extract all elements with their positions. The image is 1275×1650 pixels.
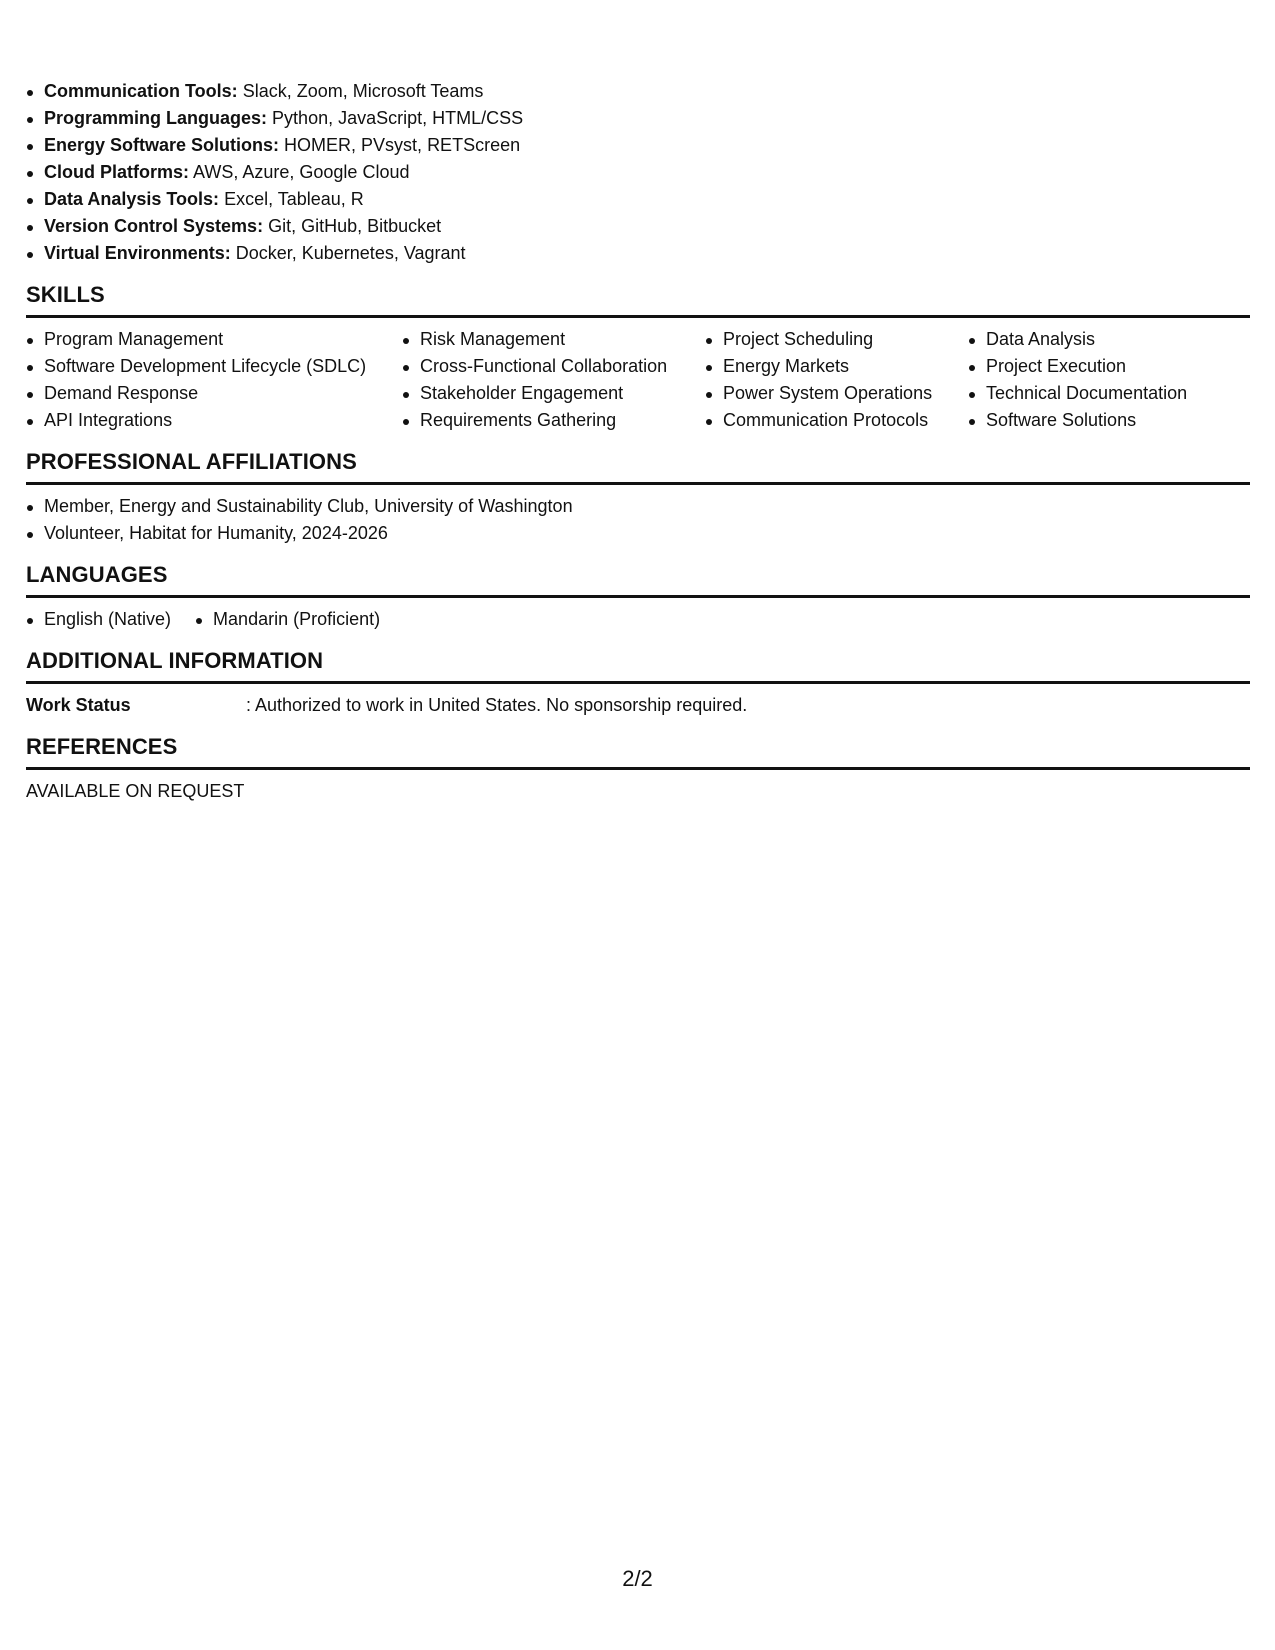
tech-value: Excel, Tableau, R — [224, 189, 364, 209]
tech-label: Communication Tools: — [44, 81, 238, 101]
list-item — [26, 105, 1250, 132]
skills-column — [705, 326, 968, 434]
tech-label: Data Analysis Tools: — [44, 189, 220, 209]
references-text: AVAILABLE ON REQUEST — [26, 781, 245, 801]
list-item: Member, Energy and Sustainability Club, University of Washington — [26, 493, 1250, 520]
languages-list — [26, 606, 1250, 633]
additional-info-section — [26, 684, 1250, 719]
tech-value: Slack, Zoom, Microsoft Teams — [242, 81, 484, 101]
tech-label: Cloud Platforms: — [44, 162, 190, 182]
skills-column — [402, 326, 705, 434]
skills-grid — [26, 318, 1250, 434]
list-item: Volunteer, Habitat for Humanity, 2024-2026 — [26, 520, 1250, 547]
list-item: Data Analysis — [968, 326, 1248, 353]
list-item: Power System Operations — [705, 380, 968, 407]
tech-label: Energy Software Solutions: — [44, 135, 280, 155]
list-item: Demand Response — [26, 380, 402, 407]
list-item: English (Native) — [26, 606, 171, 633]
list-item: Risk Management — [402, 326, 705, 353]
tech-label: Programming Languages: — [44, 108, 268, 128]
list-item: Communication Protocols — [705, 407, 968, 434]
tech-value: AWS, Azure, Google Cloud — [193, 162, 410, 182]
skills-column — [26, 326, 402, 434]
tech-value: Git, GitHub, Bitbucket — [268, 216, 442, 236]
list-item: Project Scheduling — [705, 326, 968, 353]
references-section — [26, 770, 1250, 805]
page-number: 2/2 — [622, 1566, 653, 1591]
list-item — [26, 213, 1250, 240]
list-item — [26, 159, 1250, 186]
list-item: Technical Documentation — [968, 380, 1248, 407]
languages-section — [26, 598, 1250, 633]
list-item: Project Execution — [968, 353, 1248, 380]
affiliations-heading: PROFESSIONAL AFFILIATIONS — [26, 434, 1250, 485]
tech-label: Version Control Systems: — [44, 216, 264, 236]
affiliations-list — [26, 493, 1250, 547]
list-item: Stakeholder Engagement — [402, 380, 705, 407]
list-item: Energy Markets — [705, 353, 968, 380]
skills-column — [968, 326, 1248, 434]
list-item — [26, 78, 1250, 105]
work-status-value: : Authorized to work in United States. No sponsorship required. — [246, 695, 748, 715]
list-item: Requirements Gathering — [402, 407, 705, 434]
list-item: Software Solutions — [968, 407, 1248, 434]
work-status-label: Work Status — [26, 695, 131, 715]
languages-heading: LANGUAGES — [26, 547, 1250, 598]
list-item: Program Management — [26, 326, 402, 353]
technical-skills-list — [26, 78, 1250, 267]
tech-label: Virtual Environments: — [44, 243, 231, 263]
additional-info-heading: ADDITIONAL INFORMATION — [26, 633, 1250, 684]
list-item: Mandarin (Proficient) — [195, 606, 380, 633]
list-item — [26, 132, 1250, 159]
list-item — [26, 240, 1250, 267]
skills-heading: SKILLS — [26, 267, 1250, 318]
list-item: Cross-Functional Collaboration — [402, 353, 705, 380]
tech-value: Python, JavaScript, HTML/CSS — [272, 108, 524, 128]
references-heading: REFERENCES — [26, 719, 1250, 770]
resume-page — [26, 78, 1250, 805]
tech-value: HOMER, PVsyst, RETScreen — [284, 135, 521, 155]
list-item: API Integrations — [26, 407, 402, 434]
list-item: Software Development Lifecycle (SDLC) — [26, 353, 402, 380]
work-status-row — [26, 692, 1250, 719]
tech-value: Docker, Kubernetes, Vagrant — [235, 243, 466, 263]
list-item — [26, 186, 1250, 213]
affiliations-section — [26, 485, 1250, 547]
